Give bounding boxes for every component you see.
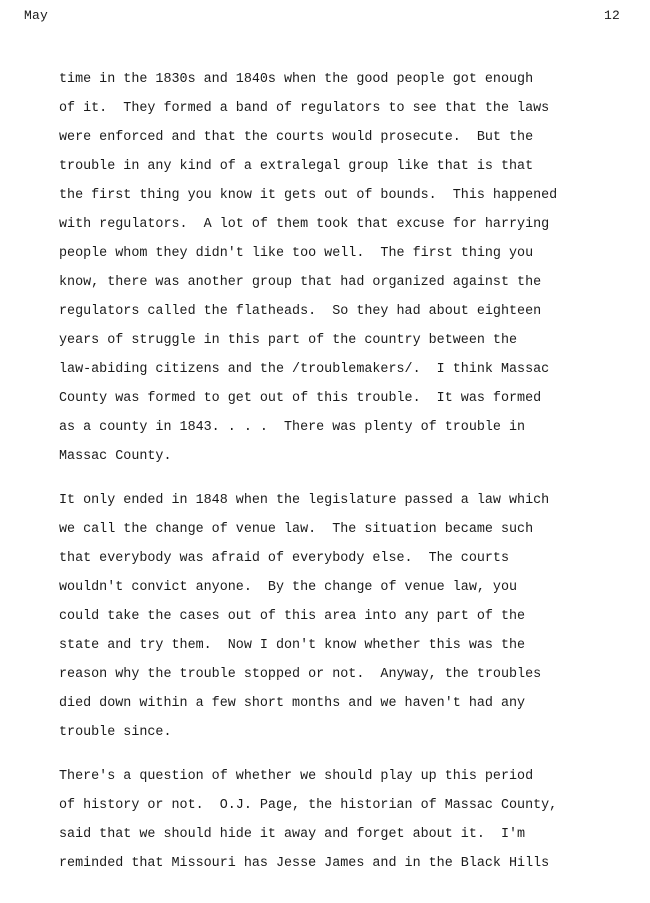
text-line: that everybody was afraid of everybody else. The courts (59, 551, 509, 566)
text-line: we call the change of venue law. The situation became such (59, 522, 534, 537)
text-line: years of struggle in this part of the country between the (59, 333, 518, 348)
text-line: with regulators. A lot of them took that excuse for harrying (59, 217, 550, 232)
text-line: regulators called the flatheads. So they had about eighteen (59, 304, 542, 319)
text-line: as a county in 1843. . . . There was plenty of trouble in (59, 420, 526, 435)
header-name: May (24, 8, 49, 23)
text-line: people whom they didn't like too well. The first thing you (59, 246, 534, 261)
text-line: law-abiding citizens and the /troublemakers/. I think Massac (59, 362, 550, 377)
text-line: wouldn't convict anyone. By the change of venue law, you (59, 580, 518, 595)
paragraph-2 (59, 486, 619, 747)
text-line: could take the cases out of this area into any part of the (59, 609, 526, 624)
text-line: state and try them. Now I don't know whether this was the (59, 638, 526, 653)
text-line: the first thing you know it gets out of bounds. This happened (59, 188, 558, 203)
paragraph-3 (59, 762, 619, 878)
text-line: County was formed to get out of this trouble. It was formed (59, 391, 542, 406)
page-number: 12 (603, 8, 620, 23)
body-text (59, 65, 619, 878)
text-line: time in the 1830s and 1840s when the good people got enough (59, 72, 534, 87)
text-line: It only ended in 1848 when the legislature passed a law which (59, 493, 550, 508)
text-line: trouble since. (59, 725, 172, 740)
text-line: reason why the trouble stopped or not. Anyway, the troubles (59, 667, 542, 682)
text-line: said that we should hide it away and forget about it. I'm (59, 827, 526, 842)
text-line: know, there was another group that had organized against the (59, 275, 542, 290)
text-line: Massac County. (59, 449, 172, 464)
text-line: of it. They formed a band of regulators to see that the laws (59, 101, 550, 116)
paragraph-1 (59, 65, 619, 471)
text-line: died down within a few short months and we haven't had any (59, 696, 526, 711)
text-line: were enforced and that the courts would prosecute. But the (59, 130, 534, 145)
text-line: reminded that Missouri has Jesse James and in the Black Hills (59, 856, 550, 871)
text-line: trouble in any kind of a extralegal group like that is that (59, 159, 534, 174)
paragraph-gap (59, 747, 619, 762)
text-line: There's a question of whether we should play up this period (59, 769, 534, 784)
paragraph-gap (59, 471, 619, 486)
text-line: of history or not. O.J. Page, the historian of Massac County, (59, 798, 558, 813)
